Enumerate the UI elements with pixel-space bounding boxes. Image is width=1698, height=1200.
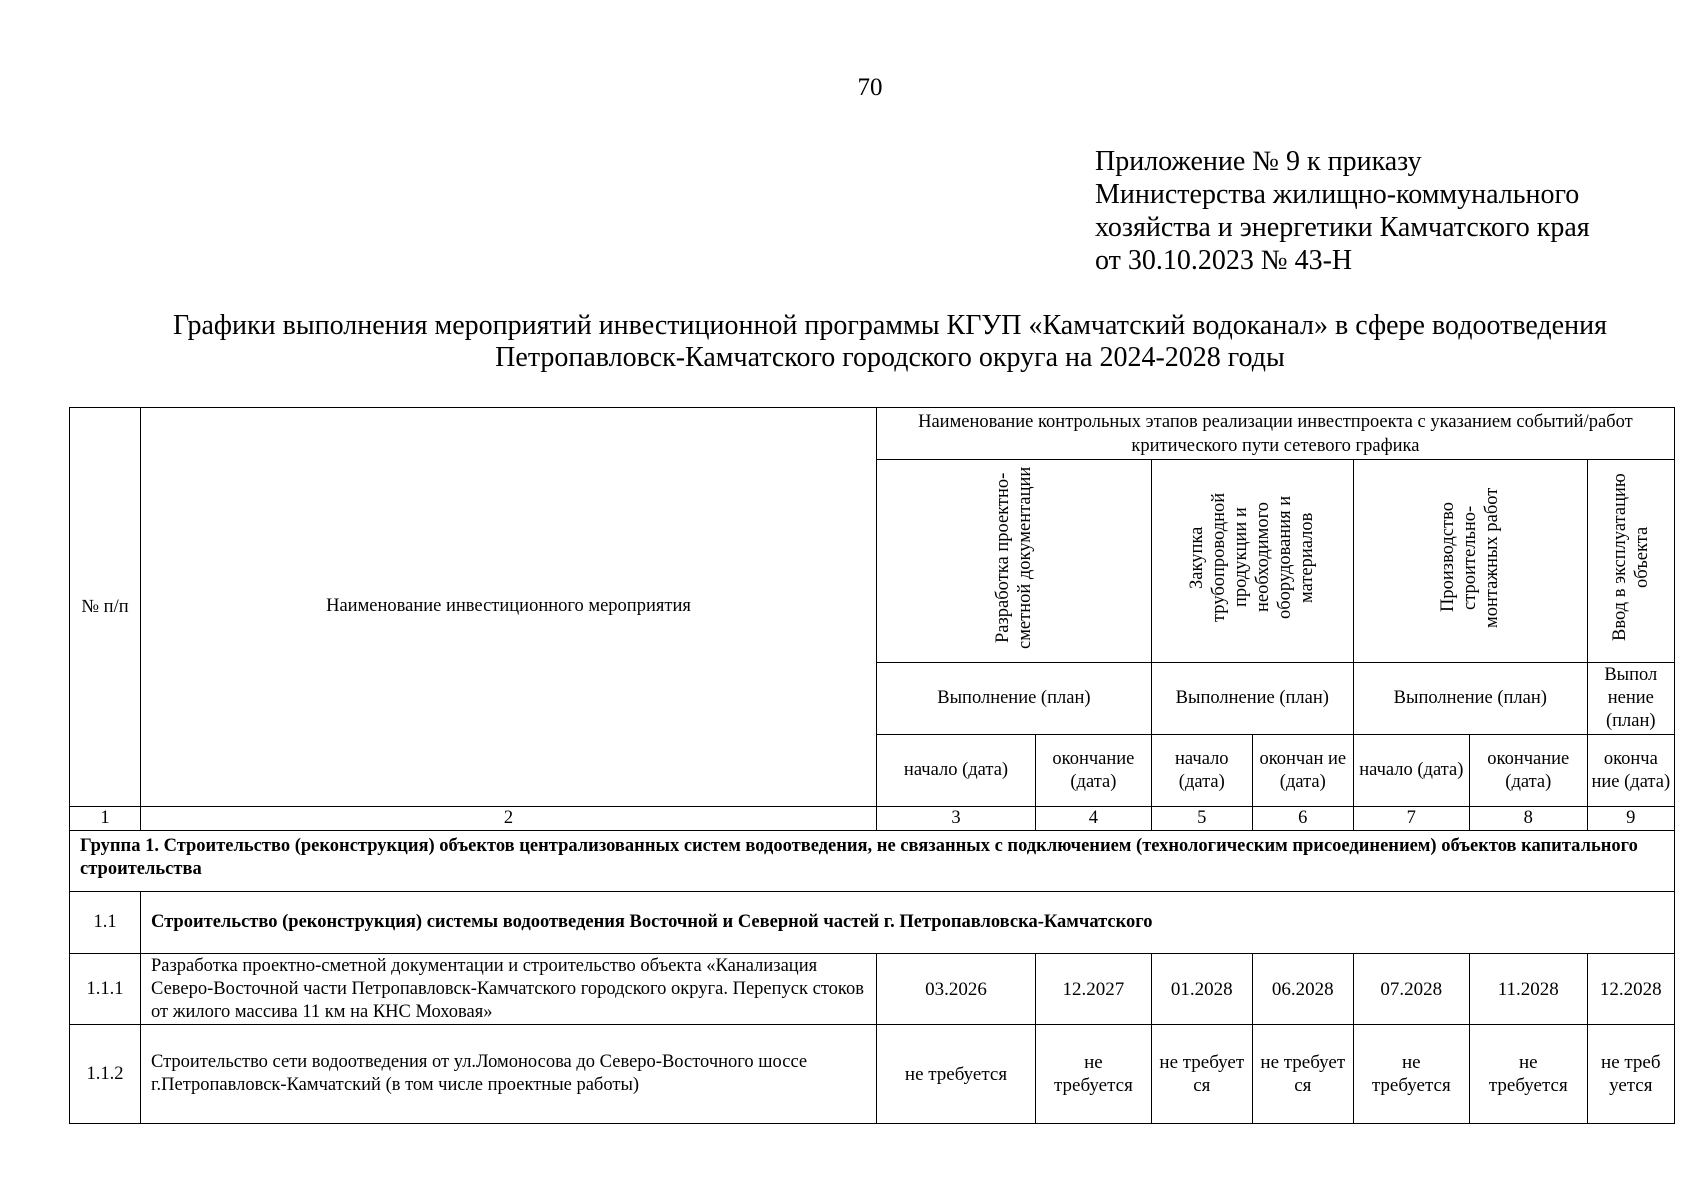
header-exec-plan-short: Выпол нение (план)	[1587, 663, 1674, 735]
section-num: 1.1	[70, 892, 141, 954]
col-number: 6	[1252, 807, 1353, 831]
title-line: Петропавловск-Камчатского городского округа на 2024-2028 годы	[495, 342, 1285, 373]
header-stage-procurement	[1151, 460, 1353, 663]
row-date: не требуется	[877, 1025, 1036, 1124]
group-heading: Группа 1. Строительство (реконструкция) объектов централизованных систем водоотведения, не связанных с подключением (технологическим присоединением) объектов капитального строительства	[70, 831, 1675, 892]
col-number: 9	[1587, 807, 1674, 831]
header-exec-plan: Выполнение (план)	[1151, 663, 1353, 735]
header-name: Наименование инвестиционного мероприятия	[326, 595, 691, 616]
header-start: начало (дата)	[877, 735, 1036, 807]
header-num: № п/п	[70, 408, 141, 807]
appendix-line: Приложение № 9 к приказу	[1095, 146, 1422, 177]
col-number: 2	[141, 807, 877, 831]
header-end-short: окончан ие (дата)	[1252, 735, 1353, 807]
col-number: 3	[877, 807, 1036, 831]
row-date: не требуется	[1469, 1025, 1587, 1124]
header-stage-procurement-text: Закупка трубопроводной продукции и необходимого оборудования и материалов	[1187, 492, 1318, 623]
header-exec-plan: Выполнение (план)	[877, 663, 1152, 735]
header-stages-title: Наименование контрольных этапов реализации инвестпроекта с указанием событий/работ критического пути сетевого графика	[877, 408, 1675, 460]
row-date: не требуется	[1587, 1025, 1674, 1124]
row-date: 12.2027	[1036, 954, 1152, 1025]
header-stage-design-text: Разработка проектно-сметной документации	[992, 466, 1035, 649]
header-end: окончание (дата)	[1036, 735, 1152, 807]
row-date: 07.2028	[1353, 954, 1469, 1025]
col-number: 7	[1353, 807, 1469, 831]
document-title	[60, 310, 1698, 374]
page-number: 70	[857, 74, 883, 101]
header-start: начало (дата)	[1353, 735, 1469, 807]
table-row	[70, 954, 1675, 1025]
row-name: Разработка проектно-сметной документации и строительство объекта «Канализация Северо-Восточной части Петропавловск-Камчатского городского округа. Перепуск стоков от жилого массива 11 км на КНС Моховая»	[141, 954, 877, 1025]
header-stage-commissioning-text: Ввод в эксплуатацию объекта	[1609, 473, 1652, 642]
header-stage-construction-text: Производство строительно-монтажных работ	[1438, 487, 1503, 628]
section-title: Строительство (реконструкция) системы водоотведения Восточной и Северной частей г. Петропавловска-Камчатского	[141, 892, 1675, 954]
row-date: 06.2028	[1252, 954, 1353, 1025]
title-line: Графики выполнения мероприятий инвестиционной программы КГУП «Камчатский водоканал» в сфере водоотведения	[173, 310, 1607, 341]
row-name: Строительство сети водоотведения от ул.Ломоносова до Северо-Восточного шоссе г.Петропавловск-Камчатский (в том числе проектные работы)	[141, 1025, 877, 1124]
appendix-line: хозяйства и энергетики Камчатского края	[1095, 212, 1590, 243]
header-end: окончание (дата)	[1469, 735, 1587, 807]
appendix-block	[1095, 145, 1590, 277]
row-num: 1.1.1	[70, 954, 141, 1025]
header-stage-construction	[1353, 460, 1587, 663]
row-num: 1.1.2	[70, 1025, 141, 1124]
row-date: 11.2028	[1469, 954, 1587, 1025]
row-date: 12.2028	[1587, 954, 1674, 1025]
schedule-table	[69, 407, 1675, 1124]
header-name-cell	[141, 408, 877, 807]
header-stage-commissioning	[1587, 460, 1674, 663]
header-start: начало (дата)	[1151, 735, 1252, 807]
row-date: не требуется	[1036, 1025, 1152, 1124]
appendix-line: Министерства жилищно-коммунального	[1095, 179, 1580, 210]
col-number: 4	[1036, 807, 1152, 831]
header-exec-plan: Выполнение (план)	[1353, 663, 1587, 735]
col-number: 8	[1469, 807, 1587, 831]
row-date: не требуется	[1151, 1025, 1252, 1124]
row-date: не требуется	[1353, 1025, 1469, 1124]
header-end-short: оконча ние (дата)	[1587, 735, 1674, 807]
header-stage-design	[877, 460, 1152, 663]
table-row	[70, 1025, 1675, 1124]
row-date: 03.2026	[877, 954, 1036, 1025]
row-date: не требуется	[1252, 1025, 1353, 1124]
col-number: 1	[70, 807, 141, 831]
col-number: 5	[1151, 807, 1252, 831]
appendix-line: от 30.10.2023 № 43-Н	[1095, 245, 1353, 276]
row-date: 01.2028	[1151, 954, 1252, 1025]
